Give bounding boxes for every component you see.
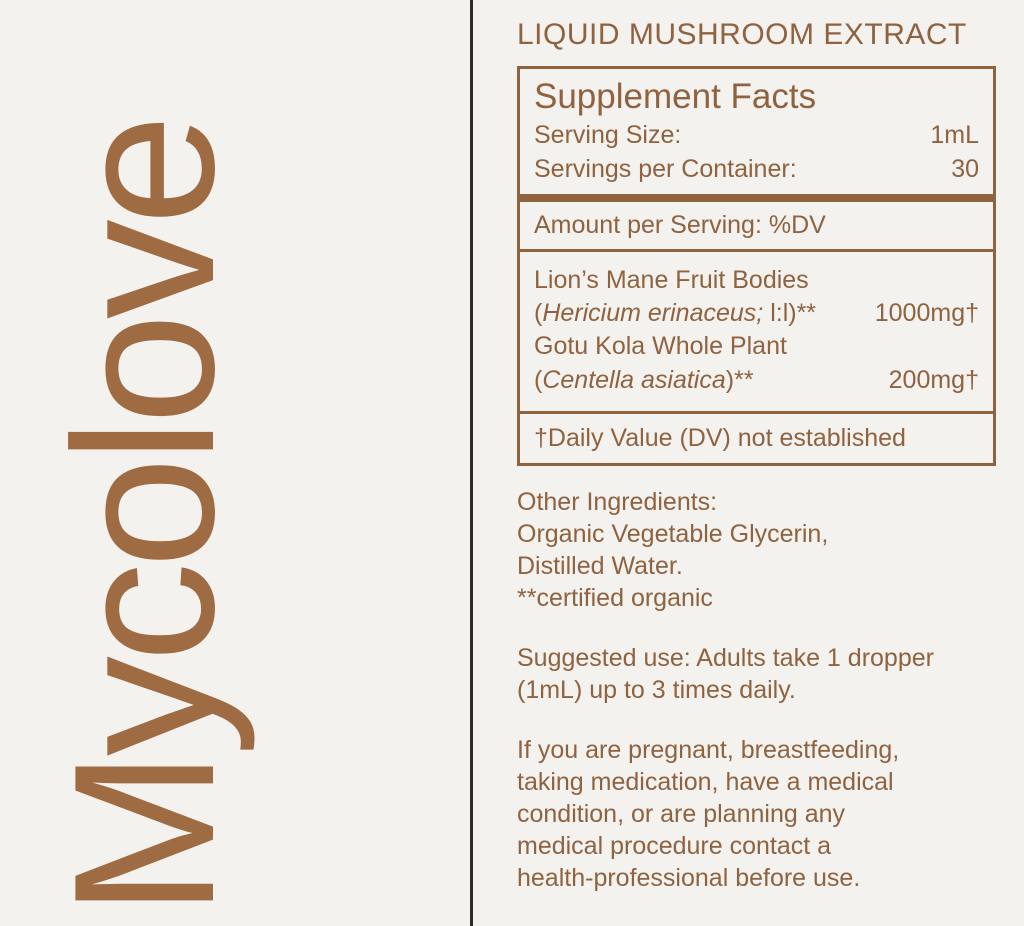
ingredient-names [534, 330, 787, 397]
supplement-facts-box [517, 66, 996, 466]
product-kicker: LIQUID MUSHROOM EXTRACT [517, 18, 967, 51]
ingredient-common-name: Gotu Kola Whole Plant [534, 332, 787, 361]
copy-spacer [517, 706, 996, 734]
ingredient-common-name: Lion’s Mane Fruit Bodies [534, 265, 809, 294]
suggested-use-line-1: Suggested use: Adults take 1 dropper [517, 644, 934, 673]
ingredient-latin-suffix: l:l)** [763, 299, 817, 327]
facts-panel [473, 0, 1024, 926]
serving-size-label: Serving Size: [534, 121, 682, 150]
ingredient-latin-open-paren: ( [534, 365, 543, 394]
ingredient-latin-open-paren: ( [534, 299, 543, 327]
label-body-copy [517, 486, 996, 894]
warning-line-4: medical procedure contact a [517, 832, 832, 861]
copy-spacer [517, 614, 996, 642]
ingredient-latin-name: Centella asiatica [542, 365, 726, 394]
servings-per-container-row [534, 153, 979, 187]
other-ingredients-line-1: Organic Vegetable Glycerin, [517, 520, 829, 549]
ingredient-dose: 1000mg† [874, 299, 979, 327]
facts-header-section [520, 69, 993, 194]
serving-size-value: 1mL [930, 121, 979, 150]
certified-organic-note: **certified organic [517, 584, 713, 613]
ingredient-row [534, 264, 979, 331]
amount-per-serving-header: Amount per Serving: %DV [534, 211, 826, 240]
ingredient-list [520, 252, 993, 411]
ingredient-dose: 200mg† [888, 365, 979, 394]
ingredient-latin-name: Hericium erinaceus; [542, 299, 764, 327]
brand-wordmark: Mycolove [33, 120, 256, 917]
daily-value-footnote: †Daily Value (DV) not established [534, 423, 906, 452]
other-ingredients-line-2: Distilled Water. [517, 552, 683, 581]
suggested-use-line-2: (1mL) up to 3 times daily. [517, 676, 796, 705]
ingredient-latin-suffix: )** [725, 365, 754, 394]
servings-per-container-value: 30 [951, 154, 979, 183]
warning-line-2: taking medication, have a medical [517, 768, 894, 797]
ingredient-names [534, 264, 816, 331]
ingredient-row [534, 330, 979, 397]
warning-line-5: health-professional before use. [517, 864, 861, 893]
other-ingredients-heading: Other Ingredients: [517, 488, 718, 517]
supplement-facts-title: Supplement Facts [534, 77, 817, 116]
facts-rule-thick-1 [520, 194, 993, 202]
servings-per-container-label: Servings per Container: [534, 154, 797, 183]
warning-line-1: If you are pregnant, breastfeeding, [517, 736, 900, 765]
brand-panel [0, 0, 470, 926]
serving-size-row [534, 119, 979, 153]
warning-line-3: condition, or are planning any [517, 800, 846, 829]
